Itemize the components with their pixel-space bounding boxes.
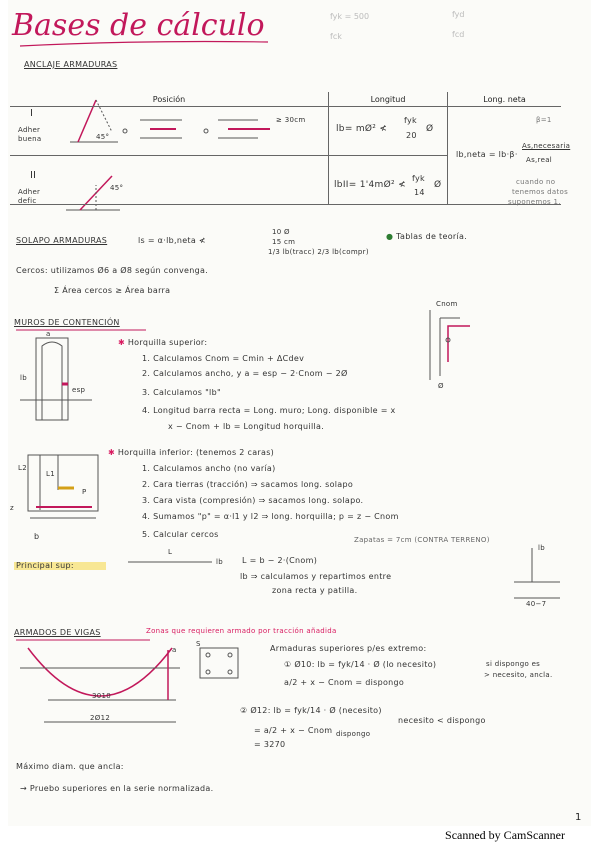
sketch-label-a: a [172,646,177,654]
vigas-brace-note: necesito < dispongo [398,716,486,725]
sketch-label-2012: 2Ø12 [90,714,111,722]
sketch-label-l2: L2 [18,464,27,472]
solapo-option: 10 Ø [272,228,290,236]
page-title: Bases de cálculo [12,8,265,43]
vigas-line: ① Ø10: lb = fyk/14 · Ø (lo necesito) [284,660,437,669]
maximo-line: Máximo diam. que ancla: [16,762,124,771]
vigas-line: = a/2 + x − Cnom [254,726,333,735]
formula-lb: lb= mØ² ≮ [336,124,388,134]
formula-tail: Ø [426,124,434,134]
sketch-label-3010: 3010 [92,692,112,700]
formula-denominator: 14 [414,188,425,197]
neta-formula: lb,neta = lb·β· [456,150,518,159]
formula-lbII: lbII= 1'4mØ² ≮ [334,180,406,190]
vigas-brace-note: si dispongo es [486,660,541,668]
vigas-line: = 3270 [254,740,286,749]
sketch-label-cnom: Cnom [436,300,458,308]
solapo-option: 15 cm [272,238,296,246]
anclaje-table [10,92,561,205]
solapo-option: 1/3 lb(tracc) 2/3 lb(compr) [268,248,369,256]
formula-numerator: fyk [412,174,425,183]
principal-formula: L = b − 2·(Cnom) [242,556,318,565]
section-heading-solapo: SOLAPO ARMADURAS [16,236,108,245]
horquilla-superior-title: ✱ Horquilla superior: [118,338,208,347]
sketch-label-b: b [34,532,40,541]
horquilla-step: 4. Longitud barra recta = Long. muro; Long. disponible = x [142,406,396,415]
column-header-longitud: Longitud [329,92,448,107]
neta-note: β=1 [536,116,552,124]
roman-numeral: I [30,108,33,119]
neta-numerator: As,necesaria [522,142,571,150]
vigas-line: ② Ø12: lb = fyk/14 · Ø (necesito) [240,706,382,715]
neta-denominator: As,real [526,156,553,164]
anclaje-row-2-position [10,156,329,205]
principal-dim: 40−7 [526,600,547,608]
sketch-label-l1: L1 [46,470,55,478]
neta-note: cuando no [516,178,556,186]
horquilla-step: 3. Calculamos "lb" [142,388,221,397]
horquilla-step: 2. Calculamos ancho, y a = esp − 2·Cnom − 2Ø [142,369,348,378]
principal-sup-label: Principal sup: [16,561,74,570]
horquilla-step: 3. Cara vista (compresión) ⇒ sacamos long. solapo. [142,496,364,505]
sketch-label-esp: esp [72,386,86,394]
principal-formula: zona recta y patilla. [272,586,358,595]
faint-note: fyd [452,10,465,19]
vigas-line: a/2 + x − Cnom = dispongo [284,678,405,687]
dimension-label: ≥ 30cm [276,116,306,124]
horquilla-inferior-title: ✱ Horquilla inferior: (tenemos 2 caras) [108,448,275,457]
row-label: buena [18,135,42,143]
vigas-line: dispongo [336,730,371,738]
formula-denominator: 20 [406,131,417,140]
principal-L: L [168,548,173,556]
section-heading-anclaje: ANCLAJE ARMADURAS [24,60,118,69]
roman-numeral: II [30,170,36,181]
faint-note: fck [330,32,342,41]
cercos-line: Cercos: utilizamos Ø6 a Ø8 según convenga. [16,266,209,275]
solapo-note: ● Tablas de teoría. [386,232,468,241]
vigas-sup-title: Armaduras superiores p/es extremo: [270,644,427,653]
row-label: Adher [18,126,41,134]
formula-numerator: fyk [404,116,417,125]
page-number: 1 [575,812,582,823]
solapo-expression: ls = α·lb,neta ≮ [138,236,206,245]
faint-note: fyk = 500 [330,12,370,21]
column-header-posicion: Posición [10,92,329,107]
sketch-label-phi: Ø [438,382,444,390]
section-heading-vigas: ARMADOS DE VIGAS [14,628,101,637]
angle-label: 45° [110,184,124,192]
horquilla-step: x − Cnom + lb = Longitud horquilla. [168,422,325,431]
vigas-brace-note: > necesito, ancla. [484,671,553,679]
principal-note: Zapatas = 7cm (CONTRA TERRENO) [354,536,490,544]
horquilla-step: 4. Sumamos "p" = α·l1 y l2 ⇒ long. horquilla; p = z − Cnom [142,512,399,521]
sketch-label-lb: lb [20,374,27,382]
horquilla-step: 1. Calculamos ancho (no varía) [142,464,276,473]
neta-note: tenemos datos [512,188,569,196]
column-header-long-neta: Long. neta [448,92,562,107]
horquilla-step: 1. Calculamos Cnom = Cmin + ΔCdev [142,354,305,363]
formula-tail: Ø [434,180,442,190]
vigas-subtitle: Zonas que requieren armado por tracción añadida [146,627,337,635]
sketch-label-a: a [46,330,51,338]
prueba-line: → Pruebo superiores en la serie normalizada. [20,784,214,793]
sketch-label-z: z [10,504,14,512]
sketch-label-p: P [82,488,87,496]
principal-lb: lb [216,558,223,566]
horquilla-step: 5. Calcular cercos [142,530,219,539]
section-heading-muros: MUROS DE CONTENCIÓN [14,318,120,327]
neta-note: suponemos 1. [508,198,561,206]
horquilla-step: 2. Cara tierras (tracción) ⇒ sacamos long. solapo [142,480,354,489]
faint-note: fcd [452,30,465,39]
angle-label: 45° [96,133,110,141]
anclaje-row-1-position [10,107,329,156]
cercos-line: Σ Área cercos ≥ Área barra [54,286,171,295]
sketch-label-S: S [196,640,201,648]
scanner-footer: Scanned by CamScanner [445,828,565,842]
principal-lb2: lb [538,544,545,552]
principal-formula: lb ⇒ calculamos y repartimos entre [240,572,392,581]
row-label: Adher [18,188,41,196]
row-label: defic [18,197,37,205]
